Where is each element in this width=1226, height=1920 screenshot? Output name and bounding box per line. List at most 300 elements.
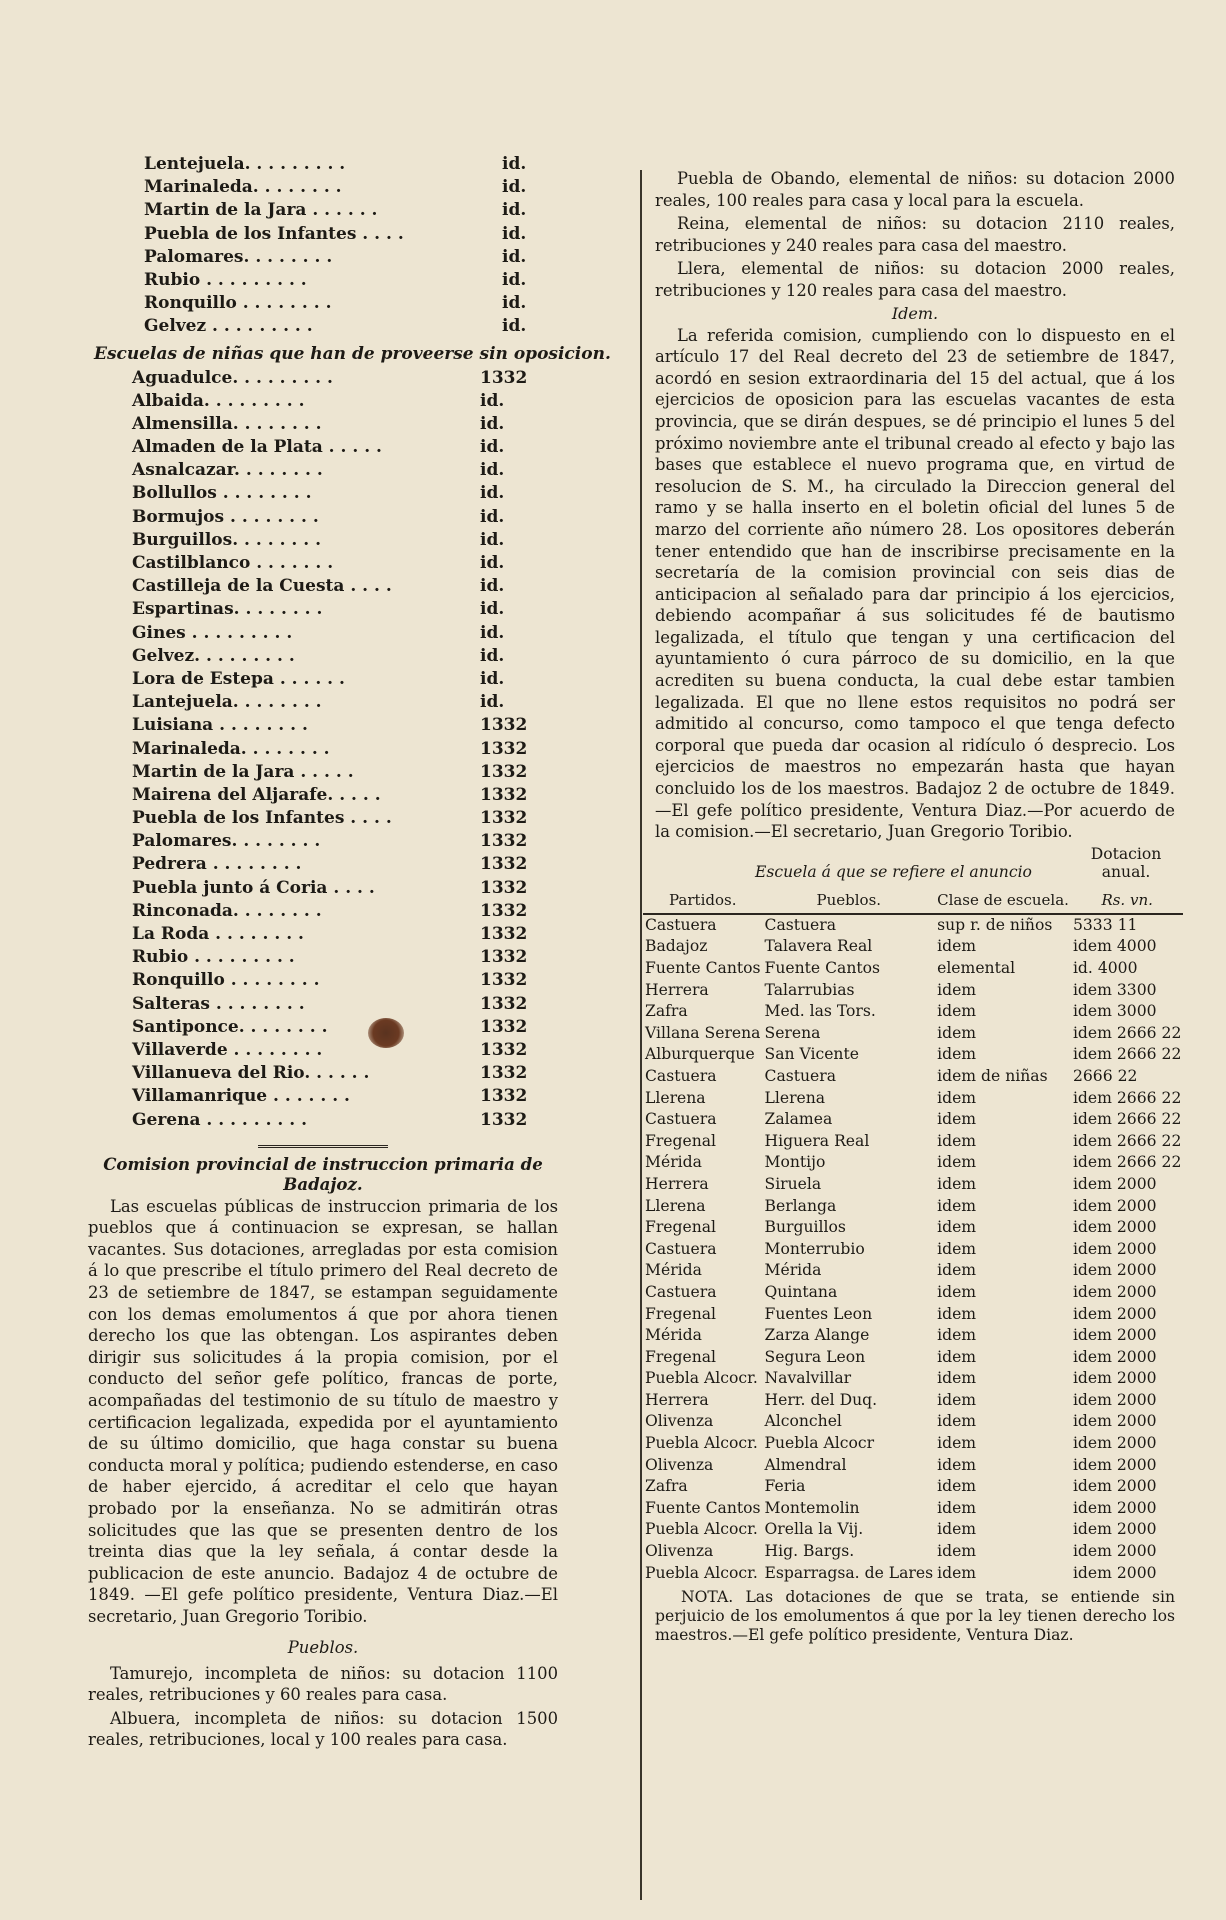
left-column xyxy=(88,154,611,1753)
clase-cell: idem xyxy=(937,1326,977,1345)
partido-cell: Castuera xyxy=(645,915,717,934)
dotacion-cell: idem 2000 xyxy=(1072,1520,1157,1539)
obando-entry: Puebla de Obando, elemental de niños: su dotacion 2000 reales, 100 reales para casa y local para la escuela. xyxy=(655,169,1175,210)
list-item xyxy=(88,947,558,970)
pueblo-cell: Orella la Vij. xyxy=(764,1520,864,1539)
list-item xyxy=(88,854,558,877)
school-value: id. xyxy=(502,154,527,174)
list-item xyxy=(88,224,558,247)
school-value: 1332 xyxy=(480,970,528,991)
clase-cell: idem xyxy=(937,1390,977,1409)
school-name: Almensilla. . . . . . . . xyxy=(132,413,322,434)
list-item xyxy=(88,1110,558,1133)
list-item xyxy=(88,391,558,414)
table-row xyxy=(643,914,1183,937)
school-name: Villamanrique . . . . . . . xyxy=(132,1086,350,1107)
list-item xyxy=(88,270,558,293)
list-item xyxy=(88,901,558,924)
table-escuela-heading: Escuela á que se refiere el anuncio xyxy=(755,862,1032,881)
school-value: id. xyxy=(502,200,527,221)
list-item xyxy=(88,924,558,947)
list-item xyxy=(88,646,558,669)
clase-cell: idem xyxy=(937,1088,977,1107)
partido-cell: Castuera xyxy=(645,1282,717,1301)
school-value: id. xyxy=(502,293,527,314)
school-name: Puebla junto á Coria . . . . xyxy=(132,877,375,898)
partido-cell: Mérida xyxy=(645,1153,702,1172)
col-pueblos: Pueblos. xyxy=(763,891,936,914)
clase-cell: elemental xyxy=(937,959,1016,977)
clase-cell: idem de niñas xyxy=(937,1066,1048,1085)
school-value: 1332 xyxy=(480,1063,528,1084)
list-item xyxy=(88,1017,558,1040)
clase-cell: idem xyxy=(937,1131,977,1150)
list-item xyxy=(88,507,558,530)
school-value: 1332 xyxy=(480,900,528,921)
dotacion-cell: idem 2666 22 xyxy=(1072,1131,1182,1150)
partido-cell: Herrera xyxy=(645,1174,709,1193)
dotacion-cell: idem 2666 22 xyxy=(1072,1153,1182,1172)
school-name: Rubio . . . . . . . . . xyxy=(144,269,307,290)
partido-cell: Zafra xyxy=(645,1002,688,1021)
clase-cell: idem xyxy=(937,1304,977,1323)
pueblo-cell: Fuentes Leon xyxy=(764,1304,873,1323)
clase-cell: idem xyxy=(937,1002,977,1021)
table-row xyxy=(643,1519,1183,1541)
clase-cell: idem xyxy=(937,1282,977,1301)
clase-cell: sup r. de niños xyxy=(937,915,1053,934)
comision-announcement: Las escuelas públicas de instruccion primaria de los pueblos que á continuacion se expresan, se hallan vacantes. Sus dotaciones, arregladas por esta comision á lo que prescribe el título primero del Real decreto de 23 de setiembre de 1847, se estampan seguidamente con los demas emolumentos á que por ahora tienen derecho los que las obtengan. Los aspirantes deben dirigir sus solicitudes á la propia comision, por el conducto del señor gefe político, francas de porte, acompañadas del testimonio de su título de maestro y certificacion legalizada, expedida por el ayuntamiento de su último domicilio, que haga constar su buena conducta moral y política; pudiendo estenderse, en caso de haber ejercido, á acreditar el celo que hayan probado por la enseñanza. No se admitirán otras solicitudes que las que se presenten dentro de los treinta dias que la ley señala, á contar desde la publicacion de este anuncio. Badajoz 4 de octubre de 1849. —El gefe político presidente, Ventura Diaz.—El secretario, Juan Gregorio Toribio. xyxy=(88,1196,558,1626)
pueblo-cell: Siruela xyxy=(764,1174,822,1193)
school-value: 1332 xyxy=(480,1086,528,1107)
pueblo-cell: Zarza Alange xyxy=(764,1326,870,1345)
dotacion-cell: 5333 11 xyxy=(1072,915,1138,934)
school-name: Asnalcazar. . . . . . . . xyxy=(132,460,323,481)
dotacion-cell: idem 4000 xyxy=(1072,937,1157,956)
list-item xyxy=(88,599,558,622)
school-name: Lantejuela. . . . . . . . xyxy=(132,692,322,713)
pueblo-cell: Herr. del Duq. xyxy=(764,1390,878,1409)
school-name: Villanueva del Rio. . . . . . xyxy=(132,1063,370,1084)
school-name: Marinaleda. . . . . . . . xyxy=(132,738,330,759)
list-item xyxy=(88,1086,558,1109)
partido-cell: Fuente Cantos xyxy=(645,1498,761,1517)
school-value: 1332 xyxy=(480,715,528,736)
section-divider xyxy=(258,1145,388,1148)
school-name: Rubio . . . . . . . . . xyxy=(132,947,295,968)
partido-cell: Llerena xyxy=(645,1088,706,1107)
list-item xyxy=(88,460,558,483)
dotacion-cell: idem 2000 xyxy=(1072,1498,1157,1517)
school-name: Espartinas. . . . . . . . xyxy=(132,599,323,620)
pueblo-cell: Castuera xyxy=(764,915,837,934)
school-value: 1332 xyxy=(480,367,528,388)
school-value: id. xyxy=(480,437,505,458)
school-value: 1332 xyxy=(480,831,528,852)
table-row xyxy=(643,1390,1183,1412)
list-item xyxy=(88,739,558,762)
idem-heading: Idem. xyxy=(891,303,939,323)
dotacion-cell: idem 2000 xyxy=(1072,1455,1157,1474)
partido-cell: Olivenza xyxy=(645,1412,714,1431)
table-row xyxy=(643,1563,1183,1585)
clase-cell: idem xyxy=(937,1434,977,1453)
dotacion-cell: idem 2000 xyxy=(1072,1326,1157,1345)
ninas-schools-heading: Escuelas de niñas que han de proveerse sin oposicion. xyxy=(94,343,611,364)
pueblo-cell: Almendral xyxy=(764,1455,847,1474)
list-item xyxy=(88,154,558,177)
reina-entry: Reina, elemental de niños: su dotacion 2110 reales, retribuciones y 240 reales para casa del maestro. xyxy=(655,214,1175,255)
school-name: Rinconada. . . . . . . . xyxy=(132,900,322,921)
partido-cell: Puebla Alcocr. xyxy=(645,1369,758,1388)
pueblo-cell: Higuera Real xyxy=(764,1131,870,1150)
school-value: 1332 xyxy=(480,924,528,944)
school-value: 1332 xyxy=(480,808,528,829)
table-row xyxy=(643,1088,1183,1110)
school-value: 1332 xyxy=(480,784,528,805)
pueblo-cell: Zalamea xyxy=(764,1110,833,1129)
list-item xyxy=(88,623,558,646)
pueblo-cell: Puebla Alcocr xyxy=(764,1434,875,1453)
table-row xyxy=(643,1174,1183,1196)
column-divider xyxy=(640,170,642,1900)
pueblo-cell: Berlanga xyxy=(764,1196,837,1215)
list-item xyxy=(88,530,558,553)
school-name: Pedrera . . . . . . . . xyxy=(132,854,302,875)
partido-cell: Badajoz xyxy=(645,937,708,956)
school-name: Salteras . . . . . . . . xyxy=(132,993,305,1014)
table-row xyxy=(643,1304,1183,1326)
partido-cell: Puebla Alcocr. xyxy=(645,1434,758,1453)
clase-cell: idem xyxy=(937,1045,977,1064)
school-value: id. xyxy=(480,622,505,643)
table-row xyxy=(643,936,1183,958)
table-row xyxy=(643,1455,1183,1477)
pueblo-cell: San Vicente xyxy=(764,1045,859,1064)
table-row xyxy=(643,1498,1183,1520)
pueblo-cell: Burguillos xyxy=(764,1218,846,1237)
clase-cell: idem xyxy=(937,937,977,956)
comision-title: Comision provincial de instruccion primaria de Badajoz. xyxy=(103,1153,543,1194)
pueblo-cell: Fuente Cantos xyxy=(764,959,881,977)
table-row xyxy=(643,1109,1183,1131)
list-item xyxy=(88,576,558,599)
pueblo-cell: Talavera Real xyxy=(764,937,873,956)
dotacion-cell: idem 2000 xyxy=(1072,1542,1157,1561)
school-value: 1332 xyxy=(480,877,528,898)
dotacion-cell: idem 2666 22 xyxy=(1072,1023,1182,1042)
list-item xyxy=(88,785,558,808)
school-value: id. xyxy=(480,413,505,434)
pueblo-cell: Hig. Bargs. xyxy=(764,1542,855,1561)
school-name: Gelvez . . . . . . . . . xyxy=(144,316,313,337)
list-item xyxy=(88,715,558,738)
school-name: Martin de la Jara . . . . . xyxy=(132,761,354,782)
pueblo-cell: Feria xyxy=(764,1477,806,1496)
school-value: id. xyxy=(480,460,505,481)
partido-cell: Castuera xyxy=(645,1110,717,1129)
school-name: Puebla de los Infantes . . . . xyxy=(144,223,404,244)
ninas-school-list xyxy=(88,368,558,1133)
list-item xyxy=(88,1040,558,1063)
partido-cell: Fregenal xyxy=(645,1131,717,1150)
clase-cell: idem xyxy=(937,1218,977,1237)
pueblo-cell: Serena xyxy=(764,1023,821,1042)
school-list-continued xyxy=(88,154,558,340)
table-row xyxy=(643,1541,1183,1563)
list-item xyxy=(88,316,558,339)
table-row xyxy=(643,1131,1183,1153)
school-name: Castilleja de la Cuesta . . . . xyxy=(132,576,392,597)
partido-cell: Herrera xyxy=(645,1390,709,1409)
school-value: 1332 xyxy=(480,1016,528,1037)
clase-cell: idem xyxy=(937,1369,977,1388)
table-header-row xyxy=(643,891,1183,914)
list-item xyxy=(88,293,558,316)
school-value: id. xyxy=(480,390,505,411)
dotacion-cell: idem 2000 xyxy=(1072,1477,1157,1496)
school-value: id. xyxy=(480,692,505,713)
pueblo-cell: Llerena xyxy=(764,1088,826,1107)
dotacion-cell: idem 2000 xyxy=(1072,1196,1157,1215)
dotacion-cell: 2666 22 xyxy=(1072,1066,1138,1085)
pueblo-cell: Med. las Tors. xyxy=(764,1002,876,1021)
clase-cell: idem xyxy=(937,1347,977,1366)
clase-cell: idem xyxy=(937,980,977,999)
dotacion-cell: idem 2000 xyxy=(1072,1434,1157,1453)
school-name: Marinaleda. . . . . . . . xyxy=(144,177,342,198)
clase-cell: idem xyxy=(937,1110,977,1129)
partido-cell: Fregenal xyxy=(645,1347,717,1366)
school-name: Bollullos . . . . . . . . xyxy=(132,483,312,504)
list-item xyxy=(88,368,558,391)
list-item xyxy=(88,437,558,460)
list-item xyxy=(88,1063,558,1086)
school-value: id. xyxy=(502,223,527,244)
dotacion-cell: idem 3300 xyxy=(1072,980,1157,999)
school-name: Bormujos . . . . . . . . xyxy=(132,506,319,527)
col-clase: Clase de escuela. xyxy=(935,891,1071,914)
clase-cell: idem xyxy=(937,1498,977,1517)
list-item xyxy=(88,808,558,831)
clase-cell: idem xyxy=(937,1239,977,1258)
dotacion-cell: id. 4000 xyxy=(1072,959,1138,977)
partido-cell: Puebla Alcocr. xyxy=(645,1563,758,1582)
school-value: id. xyxy=(480,506,505,527)
oposicion-announcement: La referida comision, cumpliendo con lo dispuesto en el artículo 17 del Real decreto del 23 de setiembre de 1847, acordó en sesion extraordinaria del 15 del actual, que á los ejercicios de oposicion para las escuelas vacantes de esta provincia, que se dirán despues, se dé principio el lunes 5 del próximo noviembre ante el tribunal creado al efecto y bajo las bases que establece el nuevo programa que, en virtud de resolucion de S. M., ha circulado la Direccion general del ramo y se halla inserto en el boletin oficial del lunes 5 de marzo del corriente año número 28. Los opositores deberán tener entendido que han de inscribirse precisamente en la secretaría de la comision provincial con seis dias de anticipacion al señalado para dar principio á los ejercicios, debiendo acompañar á sus solicitudes fé de bautismo legalizada, el título que tengan y una certificacion del ayuntamiento ó cura párroco de su domicilio, en la que acrediten su buena conducta, la cual debe estar tambien legalizada. El que no llene estos requisitos no podrá ser admitido al concurso, como tampoco el que tenga defecto corporal que pueda dar ocasion al ridículo ó desprecio. Los ejercicios de maestros no empezarán hasta que hayan concluido los de los maestros. Badajoz 2 de octubre de 1849.—El gefe político presidente, Ventura Diaz.—Por acuerdo de la comision.—El secretario, Juan Gregorio Toribio. xyxy=(655,325,1175,842)
col-partidos: Partidos. xyxy=(643,891,763,914)
partido-cell: Olivenza xyxy=(645,1542,714,1561)
school-name: Aguadulce. . . . . . . . . xyxy=(132,367,333,388)
school-value: id. xyxy=(502,246,527,267)
pueblo-cell: Montijo xyxy=(764,1153,826,1172)
list-item xyxy=(88,970,558,993)
table-body xyxy=(643,914,1183,1584)
table-row xyxy=(643,1023,1183,1045)
dotacion-cell: idem 2666 22 xyxy=(1072,1088,1182,1107)
pueblos-heading: Pueblos. xyxy=(287,1637,359,1657)
pueblo-cell: Talarrubias xyxy=(764,980,855,999)
list-item xyxy=(88,247,558,270)
school-value: id. xyxy=(502,316,527,337)
list-item xyxy=(88,177,558,200)
table-row xyxy=(643,1368,1183,1390)
table-row xyxy=(643,1347,1183,1369)
table-row xyxy=(643,1196,1183,1218)
school-name: Ronquillo . . . . . . . . xyxy=(132,970,320,991)
clase-cell: idem xyxy=(937,1174,977,1193)
partido-cell: Mérida xyxy=(645,1261,702,1280)
pueblo-cell: Esparragsa. de Lares xyxy=(764,1563,934,1582)
school-value: id. xyxy=(502,269,527,290)
school-name: Almaden de la Plata . . . . . xyxy=(132,437,382,458)
partido-cell: Llerena xyxy=(645,1196,706,1215)
school-value: 1332 xyxy=(480,993,528,1014)
school-name: Ronquillo . . . . . . . . xyxy=(144,293,332,314)
dotacion-cell: idem 2000 xyxy=(1072,1347,1157,1366)
llera-entry: Llera, elemental de niños: su dotacion 2000 reales, retribuciones y 120 reales para casa del maestro. xyxy=(655,259,1175,300)
list-item xyxy=(88,692,558,715)
school-name: Lentejuela. . . . . . . . . xyxy=(144,154,346,174)
school-name: Castilblanco . . . . . . . xyxy=(132,553,334,573)
table-row xyxy=(643,1217,1183,1239)
albuera-entry: Albuera, incompleta de niños: su dotacion 1500 reales, retribuciones, local y 100 reales para casa. xyxy=(88,1708,558,1750)
dotacion-cell: idem 2000 xyxy=(1072,1563,1157,1582)
partido-cell: Puebla Alcocr. xyxy=(645,1520,758,1539)
pueblo-cell: Quintana xyxy=(764,1282,838,1301)
school-name: Santiponce. . . . . . . . xyxy=(132,1016,328,1037)
clase-cell: idem xyxy=(937,1520,977,1539)
list-item xyxy=(88,553,558,576)
schools-table xyxy=(643,891,1183,1584)
table-row xyxy=(643,1411,1183,1433)
table-row xyxy=(643,1260,1183,1282)
dotacion-cell: idem 2000 xyxy=(1072,1174,1157,1193)
list-item xyxy=(88,200,558,223)
clase-cell: idem xyxy=(937,1455,977,1474)
pueblo-cell: Monterrubio xyxy=(764,1239,865,1258)
school-value: id. xyxy=(480,576,505,597)
school-name: Gines . . . . . . . . . xyxy=(132,622,293,643)
partido-cell: Villana Serena xyxy=(645,1023,761,1042)
school-value: 1332 xyxy=(480,1039,528,1060)
table-row xyxy=(643,1066,1183,1088)
clase-cell: idem xyxy=(937,1153,977,1172)
partido-cell: Fregenal xyxy=(645,1218,717,1237)
school-name: Puebla de los Infantes . . . . xyxy=(132,808,392,829)
school-name: Luisiana . . . . . . . . xyxy=(132,715,308,736)
school-name: Villaverde . . . . . . . . xyxy=(132,1039,323,1060)
school-name: Mairena del Aljarafe. . . . . xyxy=(132,784,381,805)
list-item xyxy=(88,483,558,506)
table-row xyxy=(643,958,1183,980)
school-name: La Roda . . . . . . . . xyxy=(132,924,304,944)
clase-cell: idem xyxy=(937,1412,977,1431)
list-item xyxy=(88,669,558,692)
school-value: id. xyxy=(480,668,505,689)
dotacion-cell: idem 2000 xyxy=(1072,1304,1157,1323)
school-name: Palomares. . . . . . . . xyxy=(132,831,321,852)
clase-cell: idem xyxy=(937,1542,977,1561)
table-row xyxy=(643,1282,1183,1304)
dotacion-cell: idem 2000 xyxy=(1072,1218,1157,1237)
partido-cell: Alburquerque xyxy=(645,1045,755,1064)
school-name: Lora de Estepa . . . . . . xyxy=(132,668,345,689)
school-value: 1332 xyxy=(480,738,528,759)
dotacion-cell: idem 2666 22 xyxy=(1072,1110,1182,1129)
pueblo-cell: Castuera xyxy=(764,1066,837,1085)
partido-cell: Fuente Cantos xyxy=(645,959,761,977)
clase-cell: idem xyxy=(937,1196,977,1215)
pueblo-cell: Navalvillar xyxy=(764,1369,852,1388)
dotacion-cell: idem 2666 22 xyxy=(1072,1045,1182,1064)
list-item xyxy=(88,994,558,1017)
dotacion-cell: idem 2000 xyxy=(1072,1369,1157,1388)
clase-cell: idem xyxy=(937,1261,977,1280)
partido-cell: Castuera xyxy=(645,1239,717,1258)
school-value: 1332 xyxy=(480,854,528,875)
school-value: 1332 xyxy=(480,947,528,968)
pueblo-cell: Segura Leon xyxy=(764,1347,866,1366)
list-item xyxy=(88,762,558,785)
partido-cell: Mérida xyxy=(645,1326,702,1345)
partido-cell: Herrera xyxy=(645,980,709,999)
table-row xyxy=(643,1476,1183,1498)
table-row xyxy=(643,1001,1183,1023)
school-value: 1332 xyxy=(480,761,528,782)
table-row xyxy=(643,980,1183,1002)
school-value: id. xyxy=(480,599,505,620)
right-column xyxy=(645,166,1182,1645)
table-dotacion-heading: Dotacion anual. xyxy=(1090,844,1162,881)
school-value: id. xyxy=(480,645,505,666)
school-name: Albaida. . . . . . . . . xyxy=(132,390,305,411)
clase-cell: idem xyxy=(937,1563,977,1582)
school-value: 1332 xyxy=(480,1109,528,1130)
list-item xyxy=(88,414,558,437)
school-value: id. xyxy=(480,529,505,550)
dotacion-cell: idem 2000 xyxy=(1072,1261,1157,1280)
dotacion-cell: idem 2000 xyxy=(1072,1282,1157,1301)
clase-cell: idem xyxy=(937,1023,977,1042)
tamurejo-entry: Tamurejo, incompleta de niños: su dotacion 1100 reales, retribuciones y 60 reales para casa. xyxy=(88,1663,558,1705)
dotacion-cell: idem 2000 xyxy=(1072,1412,1157,1431)
school-value: id. xyxy=(480,483,505,504)
nota: NOTA. Las dotaciones de que se trata, se entiende sin perjuicio de los emolumentos á que por la ley tienen derecho los maestros.—El gefe político presidente, Ventura Diaz. xyxy=(655,1588,1175,1645)
pueblo-cell: Montemolin xyxy=(764,1498,860,1517)
table-title-row xyxy=(655,845,1175,885)
pueblo-cell: Alconchel xyxy=(764,1412,842,1431)
dotacion-cell: idem 2000 xyxy=(1072,1390,1157,1409)
partido-cell: Olivenza xyxy=(645,1455,714,1474)
school-name: Palomares. . . . . . . . xyxy=(144,246,333,267)
clase-cell: idem xyxy=(937,1477,977,1496)
table-row xyxy=(643,1433,1183,1455)
col-rs: Rs. vn. xyxy=(1071,891,1183,914)
table-row xyxy=(643,1239,1183,1261)
list-item xyxy=(88,831,558,854)
table-row xyxy=(643,1044,1183,1066)
school-value: id. xyxy=(480,553,505,573)
partido-cell: Fregenal xyxy=(645,1304,717,1323)
school-name: Gerena . . . . . . . . . xyxy=(132,1109,308,1130)
school-value: id. xyxy=(502,177,527,198)
partido-cell: Castuera xyxy=(645,1066,717,1085)
list-item xyxy=(88,878,558,901)
dotacion-cell: idem 3000 xyxy=(1072,1002,1157,1021)
dotacion-cell: idem 2000 xyxy=(1072,1239,1157,1258)
pueblo-cell: Mérida xyxy=(764,1261,822,1280)
